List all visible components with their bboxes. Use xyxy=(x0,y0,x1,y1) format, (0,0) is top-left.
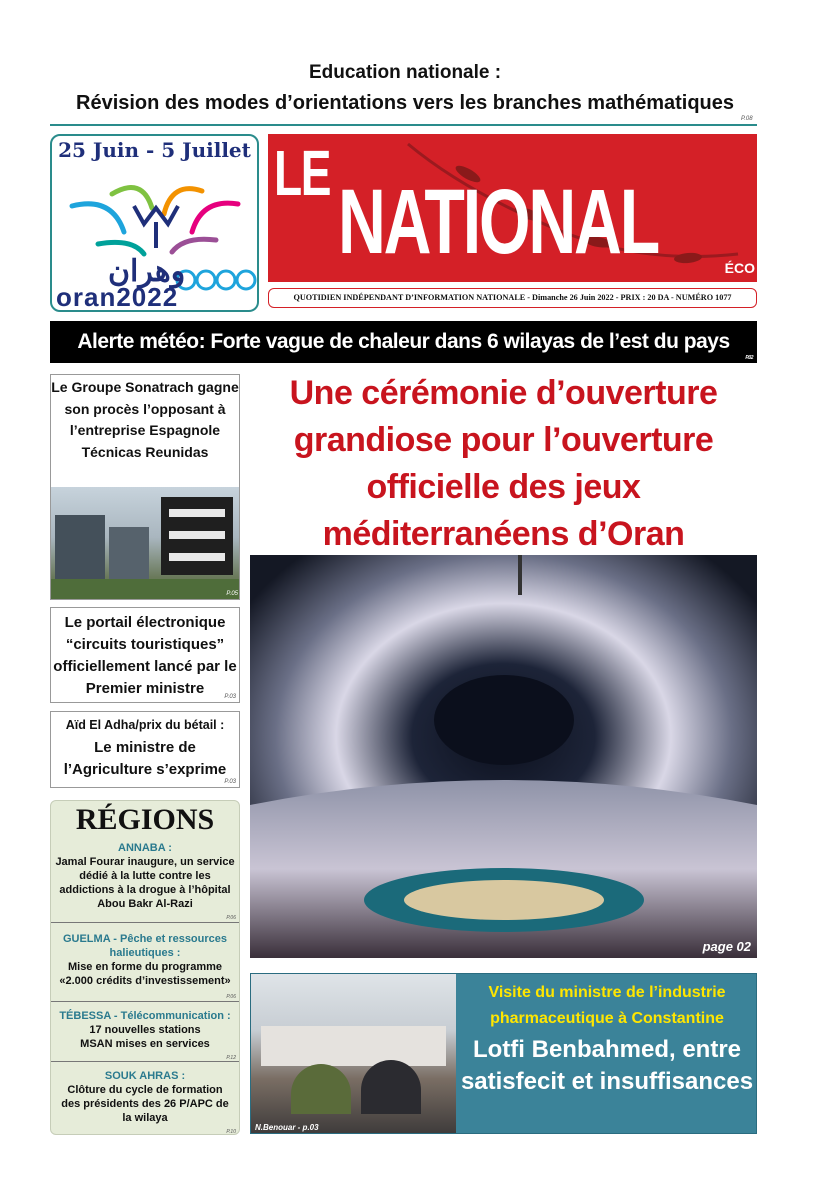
region-page-ref: P.06 xyxy=(226,994,236,1000)
region-city: SOUK AHRAS : xyxy=(104,1070,186,1082)
dateline: QUOTIDIEN INDÉPENDANT D’INFORMATION NATIONALE - Dimanche 26 Juin 2022 - PRIX : 20 DA - NUMÉRO 1077 xyxy=(268,288,757,308)
region-item-annaba[interactable] xyxy=(51,841,239,911)
main-page-ref: page 02 xyxy=(702,939,751,954)
aid-story[interactable] xyxy=(50,711,240,788)
masthead-le: LE xyxy=(274,137,331,209)
region-text: Mise en forme du programme «2.000 crédits d’investissement» xyxy=(59,961,231,987)
oran-2022-logo xyxy=(50,134,259,312)
regions-section xyxy=(50,800,240,1135)
aid-headline: Le ministre de l’Agriculture s’exprime xyxy=(63,739,227,778)
regions-title: RÉGIONS xyxy=(75,803,215,836)
region-divider xyxy=(51,1001,239,1002)
portail-page-ref: P.03 xyxy=(224,694,236,700)
sonatrach-photo xyxy=(51,487,240,599)
alert-text: Alerte météo: Forte vague de chaleur dans 6 wilayas de l’est du pays xyxy=(77,330,730,353)
sonatrach-logo-icon xyxy=(161,497,233,575)
sonatrach-story[interactable] xyxy=(50,374,240,600)
minister-kicker: Visite du ministre de l’industrie pharmaceutique à Constantine xyxy=(488,984,726,1027)
region-city: TÉBESSA - Télécommunication : xyxy=(59,1010,231,1022)
masthead-eco: ÉCO xyxy=(724,260,755,276)
oran-latin-word: oran2022 xyxy=(56,282,179,312)
portail-story[interactable] xyxy=(50,607,240,703)
minister-photo xyxy=(251,974,456,1134)
portail-headline: Le portail électronique “circuits touristiques” officiellement lancé par le Premier ministre xyxy=(53,614,237,697)
top-kicker: Education nationale : xyxy=(308,62,502,83)
oran-dates: 25 Juin - 5 Juillet xyxy=(58,138,251,162)
region-city: GUELMA - Pêche et ressources halieutiques : xyxy=(62,933,228,959)
region-item-tebessa[interactable] xyxy=(51,1009,239,1051)
region-divider xyxy=(51,1061,239,1062)
oran-arabic-word: وهران xyxy=(108,255,186,288)
region-page-ref: P.12 xyxy=(226,1055,236,1061)
masthead-title: NATIONAL xyxy=(338,171,659,273)
minister-visit-story[interactable] xyxy=(250,973,757,1134)
aid-kicker: Aïd El Adha/prix du bétail : xyxy=(65,718,225,732)
sonatrach-page-ref: P.05 xyxy=(226,591,238,597)
minister-headline: Lotfi Benbahmed, entre satisfecit et insuffisances xyxy=(460,1036,754,1095)
divider xyxy=(50,124,757,126)
minister-text-panel xyxy=(456,974,757,1134)
region-page-ref: P.10 xyxy=(226,1129,236,1135)
region-city: ANNABA : xyxy=(118,842,172,854)
region-text: Clôture du cycle de formation des présidents des 26 P/APC de la wilaya xyxy=(61,1084,229,1124)
ceremony-photo[interactable] xyxy=(250,555,757,958)
top-page-ref: P.08 xyxy=(741,116,753,122)
region-page-ref: P.06 xyxy=(226,915,236,921)
fireworks-image xyxy=(250,555,757,958)
main-headline[interactable]: Une cérémonie d’ouverture grandiose pour l’ouverture officielle des jeux méditerranéens d’Oran xyxy=(289,374,718,553)
region-item-souk-ahras[interactable] xyxy=(51,1069,239,1125)
region-divider xyxy=(51,922,239,923)
photo-credit: N.Benouar - p.03 xyxy=(255,1123,319,1132)
alert-page-ref: P.02 xyxy=(745,355,753,361)
region-item-guelma[interactable] xyxy=(51,932,239,988)
region-text: 17 nouvelles stations MSAN mises en services xyxy=(80,1024,210,1050)
sonatrach-headline: Le Groupe Sonatrach gagne son procès l’opposant à l’entreprise Espagnole Técnicas Reunidas xyxy=(51,379,239,460)
region-text: Jamal Fourar inaugure, un service dédié à la lutte contre les addictions à la drogue à l’hôpital Abou Bakr Al-Razi xyxy=(55,856,235,910)
top-headline[interactable]: Révision des modes d’orientations vers les branches mathématiques xyxy=(76,92,734,114)
alert-banner[interactable] xyxy=(50,321,757,363)
masthead[interactable] xyxy=(268,134,757,282)
aid-page-ref: P.03 xyxy=(224,779,236,785)
